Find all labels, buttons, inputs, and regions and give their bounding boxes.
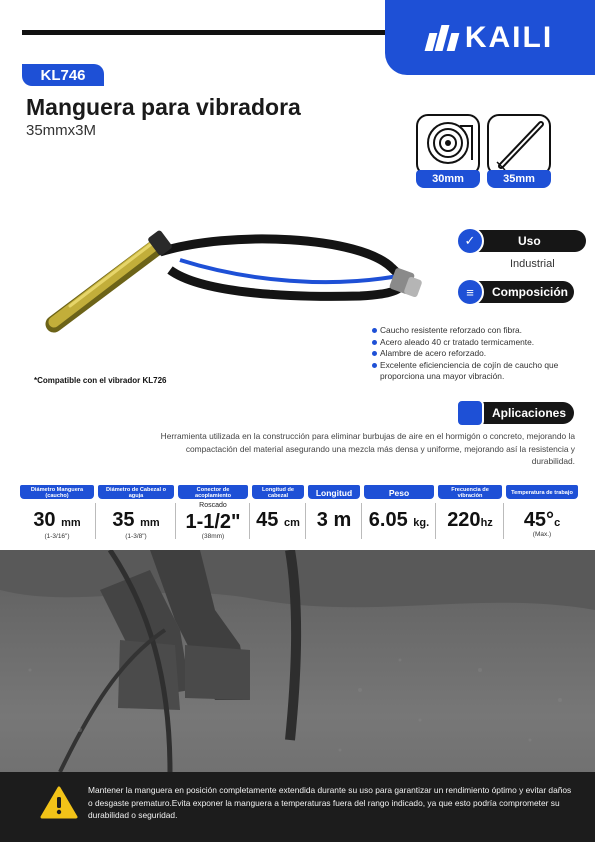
uso-label: Uso	[478, 230, 586, 252]
aplicaciones-label: Aplicaciones	[478, 402, 574, 424]
spec-header: Diámetro de Cabezal o aguja	[98, 485, 174, 499]
composicion-list	[372, 325, 587, 383]
spec-value: 220hz	[447, 509, 493, 531]
spec-conector	[176, 485, 250, 545]
uso-value: Industrial	[510, 258, 555, 270]
spec-note: (38mm)	[201, 533, 225, 540]
spec-header: Peso	[364, 485, 434, 499]
spec-frecuencia	[436, 485, 504, 545]
construction-photo	[0, 550, 595, 772]
spec-header: Conector de acoplamiento	[178, 485, 248, 499]
spec-header: Temperatura de trabajo	[506, 485, 578, 499]
spec-note: (1-3/8")	[125, 533, 147, 540]
spec-pre: Roscado	[199, 502, 227, 509]
spec-value: 6.05 kg.	[368, 509, 430, 531]
product-title: Manguera para vibradora	[26, 94, 301, 120]
size-label-hose: 30mm	[416, 170, 480, 188]
spec-note: (1-3/16")	[44, 533, 70, 540]
size-label-needle: 35mm	[487, 170, 551, 188]
uso-header	[456, 228, 586, 254]
spec-header: Diámetro Manguera (caucho)	[20, 485, 94, 499]
composicion-label: Composición	[478, 281, 574, 303]
badge-check-icon: ✓	[456, 227, 484, 255]
list-item: Caucho resistente reforzado con fibra.	[372, 325, 587, 337]
hose-coil-icon	[418, 116, 478, 174]
size-icon-needle	[487, 114, 551, 189]
spec-header: Frecuencia de vibración	[438, 485, 502, 499]
list-item: Alambre de acero reforzado.	[372, 348, 587, 360]
aplicaciones-text: Herramienta utilizada en la construcción para eliminar burbujas de aire en el hormigón o concreto, mejorando la compactación del material asegurando una mezcla más densa y uniforme, mejorando así la resistencia y durabilidad.	[160, 431, 575, 466]
header-rule	[22, 30, 422, 35]
spec-header: Longitud	[308, 485, 360, 499]
spec-diametro-manguera	[18, 485, 96, 545]
spec-value: 35 mm	[112, 509, 160, 531]
spec-longitud	[306, 485, 362, 545]
size-icon-hose	[416, 114, 480, 189]
spec-value: 45 cm	[256, 509, 300, 531]
composicion-header	[456, 279, 574, 305]
kaili-logo-icon	[427, 25, 457, 51]
worker-photo-image	[0, 550, 595, 772]
spec-header: Longitud de cabezal	[252, 485, 304, 499]
spec-temperatura	[504, 485, 580, 545]
brand-name: KAILI	[464, 20, 554, 54]
specs-table	[18, 485, 580, 545]
warning-text: Mantener la manguera en posición completamente extendida durante su uso para garantizar un rendimiento óptimo y evitar daños o desgaste prematuro.Evita exponer la manguera a temperaturas fuera del rango indicado, ya que esto podría comprometer su durabilidad o seguridad.	[88, 785, 572, 820]
layers-icon: ≡	[456, 278, 484, 306]
spec-peso	[362, 485, 436, 545]
hose-diameter-icon	[489, 116, 549, 174]
spec-value: 45°c	[523, 509, 561, 531]
square-icon	[456, 399, 484, 427]
compatibility-note: *Compatible con el vibrador KL726	[34, 376, 167, 385]
brand-logo	[385, 0, 595, 75]
warning-triangle-icon	[40, 786, 78, 820]
svg-text:KAILI: KAILI	[270, 286, 286, 292]
spec-note: (Max.)	[532, 531, 552, 538]
spec-value: 30 mm	[33, 509, 81, 531]
list-item: Acero aleado 40 cr tratado termicamente.	[372, 337, 587, 349]
aplicaciones-header	[456, 400, 574, 426]
spec-value: 1-1/2"	[185, 511, 241, 533]
list-item: Excelente eficienciencia de cojín de caucho que proporciona una mayor vibración.	[372, 360, 587, 383]
product-code-badge: KL746	[22, 64, 104, 86]
spec-value: 3 m	[316, 509, 352, 531]
product-subtitle: 35mmx3M	[26, 122, 97, 139]
spec-longitud-cabezal	[250, 485, 306, 545]
spec-diametro-cabezal	[96, 485, 176, 545]
